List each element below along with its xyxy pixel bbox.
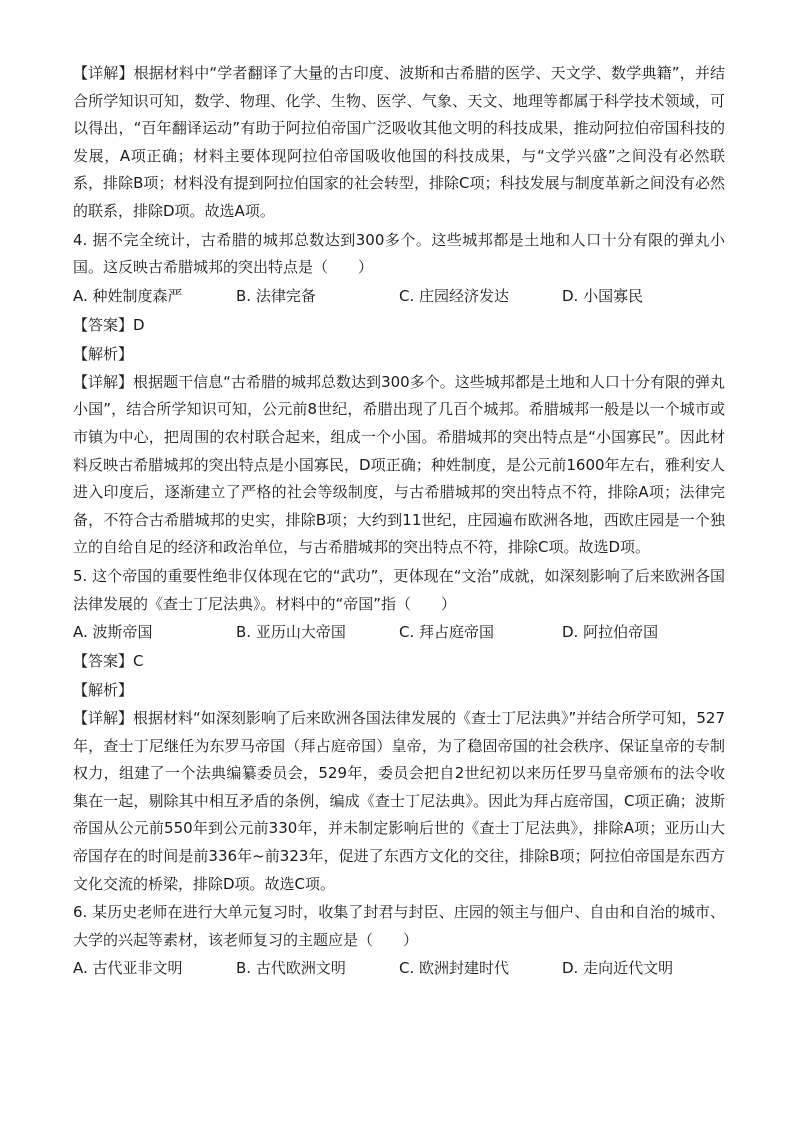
q6-option-a: A. 古代亚非文明: [73, 959, 183, 978]
question-6-options: [73, 954, 725, 983]
detail-q4: 【详解】根据题干信息“古希腊的城邦总数达到300多个。这些城邦都是土地和人口十分有限的弹丸小国”，结合所学知识可知，公元前8世纪，希腊出现了几百个城邦。希腊城邦一般是以一个城市或市镇为中心，把周围的农村联合起来，组成一个小国。希腊城邦的突出特点是“小国寡民”。因此材料反映古希腊城邦的突出特点是小国寡民，D项正确；种姓制度，是公元前1600年左右，雅利安人进入印度后，逐渐建立了严格的社会等级制度，与古希腊城邦的突出特点不符，排除A项；法律完备，不符合古希腊城邦的史实，排除B项；大约到11世纪，庄园遍布欧洲各地，西欧庄园是一个独立的自给自足的经济和政治单位，与古希腊城邦的突出特点不符，排除C项。故选D项。: [73, 372, 725, 557]
q6-option-b: B. 古代欧洲文明: [236, 959, 346, 978]
question-5-options: [73, 618, 725, 647]
analysis-heading-4: 【解析】: [73, 344, 134, 363]
answer-5: 【答案】C: [73, 652, 144, 671]
q4-option-c: C. 庄园经济发达: [399, 286, 510, 305]
q4-option-d: D. 小国寡民: [562, 286, 644, 305]
question-5: 5. 这个帝国的重要性绝非仅体现在它的“武功”，更体现在“文治”成就，如深刻影响了后来欧洲各国法律发展的《查士丁尼法典》。材料中的“帝国”指（ ）: [73, 566, 725, 613]
page-content: [73, 60, 725, 983]
q5-option-b: B. 亚历山大帝国: [236, 623, 346, 642]
q4-option-b: B. 法律完备: [236, 286, 316, 305]
question-4: 4. 据不完全统计，古希腊的城邦总数达到300多个。这些城邦都是土地和人口十分有限的弹丸小国。这反映古希腊城邦的突出特点是（ ）: [73, 230, 725, 277]
q5-option-a: A. 波斯帝国: [73, 623, 153, 642]
q5-option-c: C. 拜占庭帝国: [399, 623, 495, 642]
question-4-options: [73, 282, 725, 311]
detail-q5: 【详解】根据材料“如深刻影响了后来欧洲各国法律发展的《查士丁尼法典》”并结合所学可知，527年，查士丁尼继任为东罗马帝国（拜占庭帝国）皇帝，为了稳固帝国的社会秩序、保证皇帝的专制权力，组建了一个法典编纂委员会，529年，委员会把自2世纪初以来历任罗马皇帝颁布的法令收集在一起，剔除其中相互矛盾的条例，编成《查士丁尼法典》。因此为拜占庭帝国，C项正确；波斯帝国从公元前550年到公元前330年，并未制定影响后世的《查士丁尼法典》，排除A项；亚历山大帝国存在的时间是前336年~前323年，促进了东西方文化的交往，排除B项；阿拉伯帝国是东西方文化交流的桥梁，排除D项。故选C项。: [73, 709, 725, 893]
q6-option-c: C. 欧洲封建时代: [399, 959, 510, 978]
q6-option-d: D. 走向近代文明: [562, 959, 674, 978]
analysis-heading-5: 【解析】: [73, 681, 134, 700]
answer-4: 【答案】D: [73, 315, 145, 334]
q4-option-a: A. 种姓制度森严: [73, 286, 183, 305]
q5-option-d: D. 阿拉伯帝国: [562, 623, 659, 642]
question-6: 6. 某历史老师在进行大单元复习时，收集了封君与封臣、庄园的领主与佃户、自由和自治的城市、大学的兴起等素材，该老师复习的主题应是（ ）: [73, 903, 725, 949]
detail-q3: 【详解】根据材料中“学者翻译了大量的古印度、波斯和古希腊的医学、天文学、数学典籍”，并结合所学知识可知，数学、物理、化学、生物、医学、气象、天文、地理等都属于科学技术领域，可以得出，“百年翻译运动”有助于阿拉伯帝国广泛吸收其他文明的科技成果，推动阿拉伯帝国科技的发展，A项正确；材料主要体现阿拉伯帝国吸收他国的科技成果，与“文学兴盛”之间没有必然联系，排除B项；材料没有提到阿拉伯国家的社会转型，排除C项；科技发展与制度革新之间没有必然的联系，排除D项。故选A项。: [73, 64, 725, 220]
